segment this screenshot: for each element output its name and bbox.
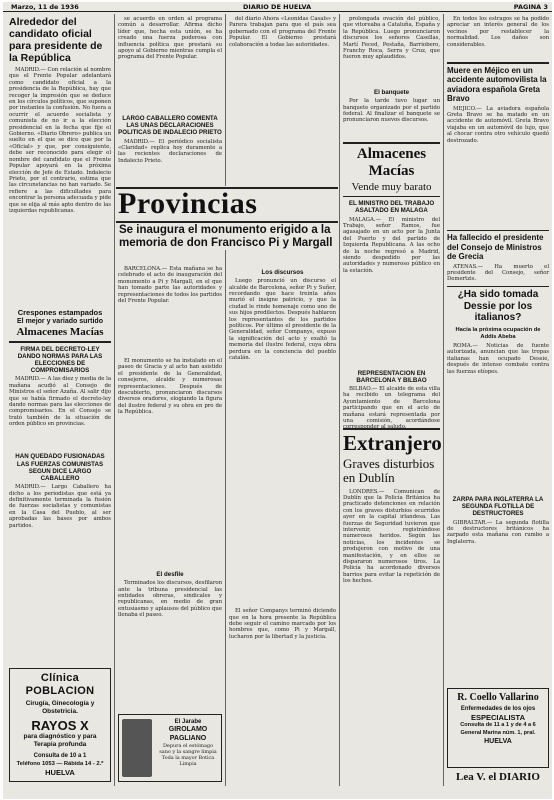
discursos-article-text: Luego pronunció un discurso el alcalde de Barcelona, señor Pi y Suñer, recordando que hace treinta años murió el insigne patricio, y que la ciudad le rinde homenaje como uno de sus hijos predilectos. Después hablaron los representantes de los partidos políticos. Por último el presidente de la Generalidad, señor Companys, expuso la significación del acto y exaltó la memoria del ilustre federal, cuya obra perdura en la conciencia del pueblo catalán.: [229, 278, 336, 362]
newspaper-page: [3, 2, 552, 799]
government-article-body: [229, 16, 336, 186]
section-divider: [343, 142, 440, 144]
dublin-article-body: [343, 489, 440, 759]
dessie-article-body: [447, 343, 549, 493]
coello-ad-line5: HUELVA: [484, 738, 512, 745]
greece-article-body: [447, 264, 549, 284]
ovation-article-body: [343, 16, 440, 86]
column-1: [9, 16, 111, 786]
header-page-number: PAGINA 3: [513, 3, 548, 11]
minister-article-body: [343, 217, 440, 367]
minister-subheadline: EL MINISTRO DEL TRABAJO ASALTADO EN MALAGA: [348, 200, 435, 215]
banquete-subheadline: El banquete: [373, 89, 410, 96]
jarabe-ad-line2: GIROLAMO PAGLIANO: [168, 726, 208, 742]
clinic-ad-hours: Consulta de 10 a 1: [33, 753, 87, 759]
damages-article-body: [447, 16, 549, 60]
column-rule: [443, 14, 444, 786]
prieto-subheadline: LARGO CABALLERO COMENTA LAS UNAS DECLARACIONES POLITICAS DE INDALECIO PRIETO: [118, 115, 222, 137]
section-divider: [116, 221, 338, 223]
bottle-icon: [122, 719, 152, 777]
monument-article-body: [118, 358, 222, 568]
column-2-bottom: [118, 266, 222, 752]
companys-article-body: [229, 608, 336, 778]
dessie-article-text: ROMA.— Noticias de fuente autorizada, anuncian que las tropas italianas han ocupado Dessie, después de intenso combate contra las fuerzas etíopes.: [447, 342, 549, 375]
ovation-article-text: prolongada ovación del público, que vitoreaba a Cataluña, España y la República. Luego pronunciaron discursos los señores Casellas, Martí Feced, Pestaña, Barriobero, Franchy Roca, Serra y Cruz, que fueron muy aplaudidos.: [343, 16, 440, 61]
dessie-headline: ¿Ha sido tomada Dessie por los italianos?: [457, 289, 539, 323]
ad-almacenes-small: Almacenes Macías: [16, 326, 104, 338]
clinic-ad-diagnosis: para diagnóstico y para Terapia profunda: [23, 733, 97, 748]
fusion-subheadline: HAN QUEDADO FUSIONADAS LAS FUERZAS COMUNISTAS SEGUN DICE LARGO CABALLERO: [15, 453, 105, 482]
section-divider: [447, 62, 549, 64]
government-article-text: del diario Ahora «Leonidas Casals» y Parera trabajan para que el país sea gobernado con el programa del Frente Popular. El Gobierno prestará colaboración a todas las autoridades.: [229, 16, 336, 48]
jarabe-ad: [118, 714, 222, 782]
candidate-article-text: MADRID.— Con relación al nombre que el Frente Popular adelantará como candidato oficial a la presidencia de la República, hay que recoger la impresión que se deduce en los círculos políticos, que suponen por instantes la confusión. No fuera a ocurrir el acuerdo socialista y comunista de no ir a la elección presidencial en la fecha que fije el Gobierno. «Diario Obrero» publica un suelto en el que se dice que por la «Oficial» y que, por consiguiente, debe ser reconocido para elegir el nombre del candidato que el Frente Popular apoyará en la próxima elección de Jefe de Estado. Indalecio Prieto, por el contrario, estima que las circunstancias no han variado. Se refiere a las dificultades para encontrar la persona adecuada y pide que se elija al más apto dentro de las izquierdas republicanas.: [9, 67, 111, 214]
representation-subheadline: REPRESENTACION EN BARCELONA Y BILBAO: [356, 369, 427, 384]
header-date: Marzo, 11 de 1936: [11, 3, 79, 11]
crespones-headline: Crespones estampados: [17, 308, 103, 317]
desfile-subheadline: El desfile: [156, 571, 184, 578]
section-divider: [9, 341, 111, 343]
almacenes-ad-title: Almacenes Macías: [356, 145, 427, 179]
crespones-line: El mejor y variado surtido: [17, 318, 103, 325]
column-3-top: [229, 16, 336, 186]
candidate-article-body: [9, 67, 111, 305]
greta-bravo-article-text: MEJICO.— La aviadora española Greta Bravo se ha matado en un accidente de automóvil. Greta Bravo viajaba en un automóvil de lujo, que al chocar contra otro vehículo quedó destrozado.: [447, 105, 549, 144]
clinic-ad-specialty: Cirugía, Ginecología y Obstetricia.: [25, 700, 95, 715]
clinic-ad: [9, 668, 111, 782]
column-2-top: [118, 16, 222, 186]
coello-ad-line3: Consulta de 11 a 1 y de 4 a 6: [460, 722, 536, 728]
greece-article-text: ATENAS.— Ha muerto el presidente del Consejo, señor Demertzis.: [447, 263, 549, 283]
dublin-headline: Graves disturbios en Dublín: [343, 455, 435, 486]
coello-ad-line1: Enfermedades de los ojos: [460, 706, 536, 712]
fusion-article-text: MADRID.— Largo Caballero ha dicho a los periodistas que está ya definitivamente terminada la fusión de fuerzas socialistas y comunistas en la Casa del Pueblo, al ser aprobadas las bases por ambos partidos.: [9, 484, 111, 529]
clinic-ad-rays: RAYOS X: [31, 718, 89, 733]
flotilla-article-body: [447, 520, 549, 596]
coello-ad: [447, 688, 549, 768]
banquete-article-body: [343, 98, 440, 138]
page-header: [3, 2, 552, 12]
almacenes-ad-tag: Vende muy barato: [351, 180, 432, 193]
clinic-ad-phone: Teléfono 1053 — Rábida 14 - 2.º: [16, 761, 104, 767]
damages-article-text: En todos los estragos se ha podido apreciar un interés general de los vecinos por restablecer la normalidad. Los daños son considerables.: [447, 16, 549, 48]
monument-dateline-body: [118, 266, 222, 356]
jarabe-ad-line4: Toda la mayor Botica Limpia: [161, 755, 215, 767]
coello-ad-line4: General Marina núm. 1, pral.: [460, 729, 536, 736]
decree-article-text: MADRID.— A las diez y media de la mañana acudió al Consejo de Ministros el señor Azaña. Al salir dijo que se había firmado el decreto-ley dando normas para las elecciones de compromisarios. En el Consejo se trató también de la situación de orden público en provincias.: [9, 376, 111, 428]
banquete-article-text: Por la tarde tuvo lugar un banquete organizado por el partido federal. Al finalizar el banquete se pronunciaron nuevos discursos.: [343, 98, 440, 124]
extranjero-section-title: Extranjero: [343, 430, 442, 455]
section-divider: [343, 196, 440, 198]
companys-article-text: El señor Companys terminó diciendo que en la hora presente la República debe seguir el camino marcado por los hombres que, como Pi y Margall, lucharon por la libertad y la justicia.: [229, 608, 336, 640]
representation-article-text: BILBAO.— El alcalde de esta villa ha recibido un telegrama del Ayuntamiento de Barcelona participando que en el acto de mañana estará representada por una comisión, acordándose: [343, 386, 440, 425]
clinic-ad-city: HUELVA: [45, 768, 75, 777]
column-rule: [225, 250, 226, 786]
decree-subheadline: FIRMA DEL DECRETO-LEY DANDO NORMAS PARA LAS ELECCIONES DE COMPROMISARIOS: [17, 345, 103, 375]
coello-ad-title: R. Coello Vallarino: [457, 692, 539, 703]
prieto-article-text: MADRID.— El periódico socialista «Claridad» replica hoy duramente a las recientes declaraciones de Indalecio Prieto.: [118, 138, 222, 164]
section-divider: [447, 286, 549, 288]
lea-diario-footer: Lea V. el DIARIO: [456, 771, 540, 783]
greta-bravo-article-body: [447, 106, 549, 228]
candidate-headline: Alrededor del candidato oficial para presidente de la República: [9, 16, 103, 64]
fusion-continuation-text: se acuerdo en orden al programa común a desarrollar. Afirma dicho líder que, hecha esta unión, se ha creado una fuerza poderosa con influencia política que prestará su apoyo al Gobierno mientras cumpla el programa del Frente Popular.: [118, 16, 222, 61]
flotilla-subheadline: ZARPA PARA INGLATERRA LA SEGUNDA FLOTILLA DE DESTRUCTORES: [452, 495, 544, 518]
fusion-article-body: [9, 484, 111, 566]
discursos-subheadline: Los discursos: [261, 269, 304, 276]
column-rule: [114, 14, 115, 786]
greece-headline: Ha fallecido el presidente del Consejo de Ministros de Grecia: [447, 233, 544, 261]
jarabe-ad-line3: Depura el estómago sano y la sangre limpia: [159, 743, 217, 755]
column-rule: [225, 14, 226, 186]
section-divider: [447, 230, 549, 232]
flotilla-article-text: GIBRALTAR.— La segunda flotilla de destructores británicos ha zarpado esta mañana con rumbo a Inglaterra.: [447, 519, 549, 545]
minister-article-text: MALAGA.— El ministro del Trabajo, señor Ramos, fue agasajado en un acto por la Junta del Puerto y del partido de Izquierda Republicana. A las ocho de la noche regresó a Madrid, siendo despedido por las autoridades y numeroso público en la estación.: [343, 216, 440, 274]
column-4: [343, 16, 440, 786]
jarabe-ad-line1: El Jarabe: [174, 719, 202, 725]
column-3-bottom: [229, 266, 336, 782]
addis-subheadline: Hacia la próxima ocupación de Addis Abeba: [455, 326, 541, 340]
fusion-continuation-body: [118, 16, 222, 112]
decree-article-body: [9, 376, 111, 450]
provincias-section-title: Provincias: [118, 187, 258, 220]
header-paper-name: DIARIO DE HUELVA: [243, 3, 312, 11]
representation-article-body: [343, 386, 440, 426]
column-6: [447, 16, 549, 786]
coello-ad-line2: ESPECIALISTA: [470, 713, 526, 722]
clinic-ad-title: Clínica POBLACION: [25, 672, 95, 697]
discursos-article-body: [229, 278, 336, 608]
prieto-article-body: [118, 139, 222, 179]
monument-dateline-text: BARCELONA.— Esta mañana se ha celebrado el acto de inauguración del monumento a Pi y Margall, en el que han tomado parte las autoridades y representaciones de todos los partidos del Frente Popular.: [118, 266, 223, 305]
desfile-article-text: Terminados los discursos, desfilaron ante la tribuna presidencial las entidades obreras, sindicales y republicanas, en medio de gran entusiasmo y aplausos del público que llenaba el paseo.: [118, 580, 222, 619]
section-divider: [343, 428, 440, 430]
dublin-article-text: LONDRES.— Comunican de Dublín que la Policía Británica ha practicado detenciones en relación con los graves disturbios ocurridos ayer en la capital irlandesa. Las fuerzas de Seguridad tuvieron que intervenir, registrándose numerosos heridos. Según las noticias, los incidentes se produjeron con motivo de una manifestación, y en ellos se dispararon numerosos tiros. La Policía ha acordonado diversos barrios para evitar la repetición de los hechos.: [343, 488, 440, 585]
monument-article-text: El monumento se ha instalado en el paseo de Gracia y al acto han asistido el presidente de la Generalidad, consejeros, alcalde y numerosas representaciones. Después de descubierto, pronunciaron discursos diversos oradores, elogiando la figura del ilustre federal y su obra en pro de la República.: [118, 358, 222, 416]
column-rule: [339, 14, 340, 786]
greta-bravo-headline: Muere en Méjico en un accidente automovilista la aviadora española Greta Bravo: [447, 65, 547, 103]
monument-headline: Se inaugura el monumento erigido a la memoria de don Francisco Pi y Margall: [119, 224, 333, 249]
